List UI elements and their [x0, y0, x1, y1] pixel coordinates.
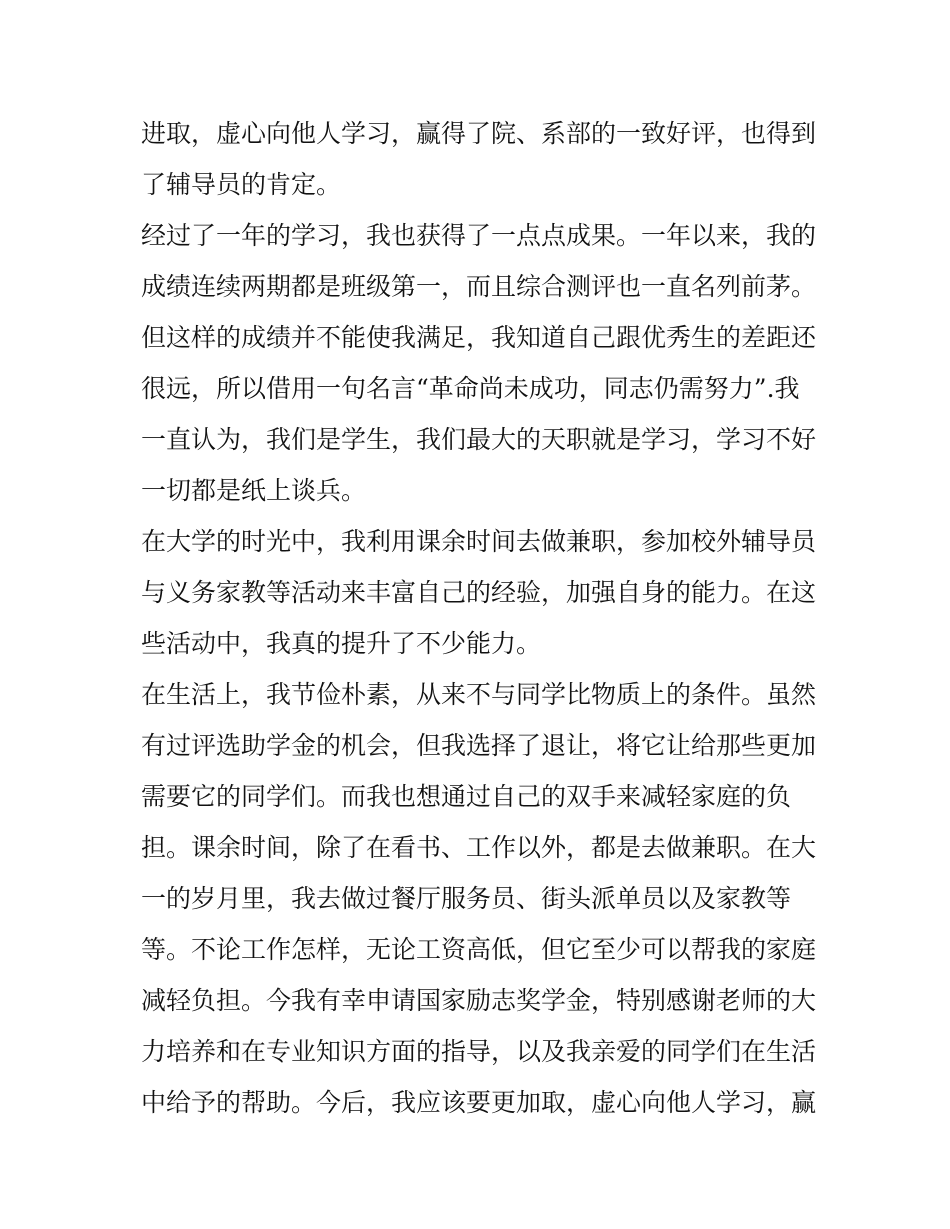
- document-body: [141, 108, 816, 1128]
- text-line: 需要它的同学们。而我也想通过自己的双手来减轻家庭的负: [141, 782, 792, 811]
- text-line: 进取，虚心向他人学习，赢得了院、系部的一致好评，也得到: [141, 119, 817, 148]
- text-line: 等。不论工作怎样，无论工资高低，但它至少可以帮我的家庭: [141, 935, 817, 964]
- text-line: 些活动中，我真的提升了不少能力。: [141, 629, 542, 658]
- text-line: 很远，所以借用一句名言“革命尚未成功，同志仍需努力”.我: [141, 374, 800, 403]
- text-line: 在生活上，我节俭朴素，从来不与同学比物质上的条件。虽然: [141, 680, 817, 709]
- text-line: 一的岁月里，我去做过餐厅服务员、街头派单员以及家教等: [141, 884, 792, 913]
- text-line: 了辅导员的肯定。: [141, 170, 342, 199]
- text-line: 中给予的帮助。今后，我应该要更加取，虚心向他人学习，赢: [141, 1088, 817, 1117]
- text-line: 成绩连续两期都是班级第一，而且综合测评也一直名列前茅。: [141, 272, 817, 301]
- text-line: 与义务家教等活动来丰富自己的经验，加强自身的能力。在这: [141, 578, 817, 607]
- text-line: 力培养和在专业知识方面的指导，以及我亲爱的同学们在生活: [141, 1037, 817, 1066]
- text-line: 但这样的成绩并不能使我满足，我知道自己跟优秀生的差距还: [141, 323, 817, 352]
- text-line: 一切都是纸上谈兵。: [141, 476, 367, 505]
- text-line: 经过了一年的学习，我也获得了一点点成果。一年以来，我的: [141, 221, 817, 250]
- text-line: 在大学的时光中，我利用课余时间去做兼职，参加校外辅导员: [141, 527, 817, 556]
- text-line: 减轻负担。今我有幸申请国家励志奖学金，特别感谢老师的大: [141, 986, 817, 1015]
- text-line: 有过评选助学金的机会，但我选择了退让，将它让给那些更加: [141, 731, 817, 760]
- text-line: 担。课余时间，除了在看书、工作以外，都是去做兼职。在大: [141, 833, 817, 862]
- text-line: 一直认为，我们是学生，我们最大的天职就是学习，学习不好: [141, 425, 817, 454]
